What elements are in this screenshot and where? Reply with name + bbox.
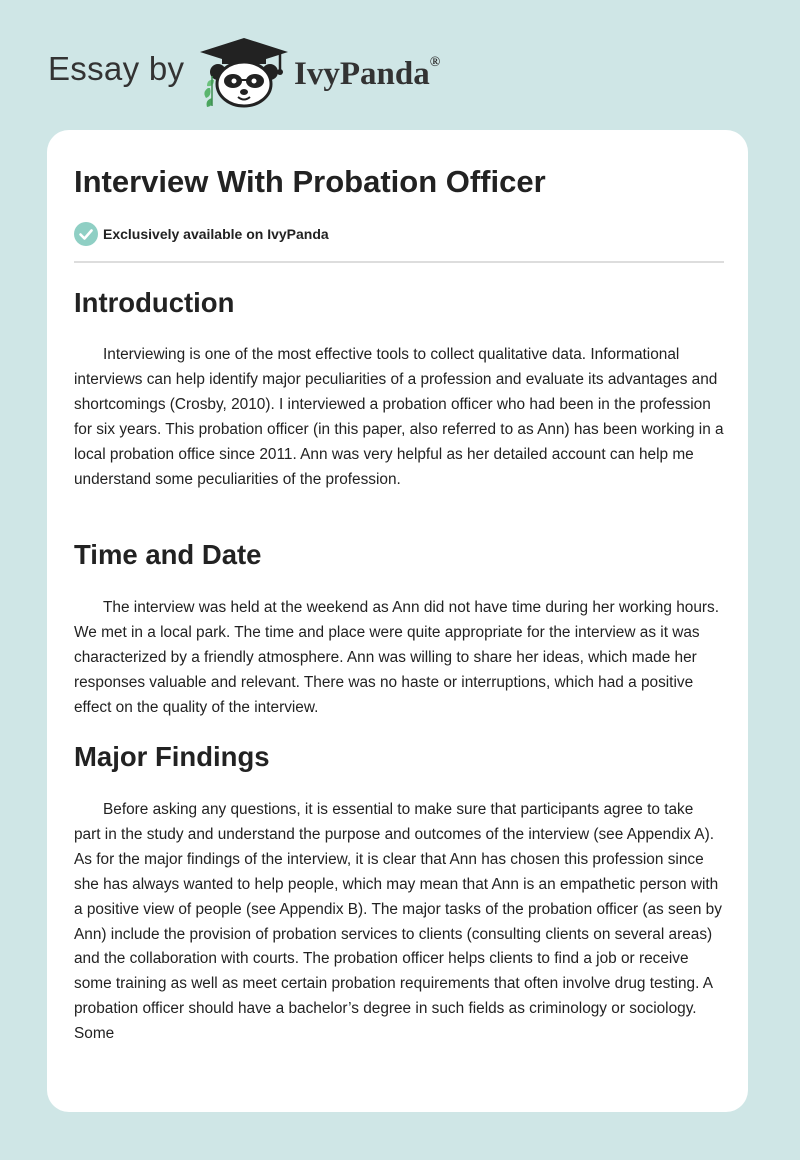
brand-logo-text[interactable]: [294, 56, 440, 93]
section-paragraph-major-findings: Before asking any questions, it is essential to make sure that participants agree to take part in the study and understand the purpose and outcomes of the interview (see Appendix A). As for the major findings of the interview, it is clear that Ann has chosen this profession since she has always wanted to help people, which may mean that Ann is an empathetic person with a positive view of people (see Appendix B). The major tasks of the probation officer (as seen by Ann) include the provision of probation services to clients (consulting clients on several areas) and the collaboration with courts. The probation officer helps clients to find a job or receive some training as well as meet certain probation requirements that often involve drug testing. A probation officer should have a bachelor’s degree in such fields as criminology or sociology. Some: [74, 801, 722, 1043]
site-header: [0, 0, 800, 130]
panda-graduate-icon[interactable]: [200, 36, 292, 113]
check-circle-icon: [74, 222, 98, 246]
section-heading-time-and-date: Time and Date: [74, 539, 262, 570]
brand-name: IvyPanda: [294, 56, 430, 92]
section-paragraph-introduction: Interviewing is one of the most effective tools to collect qualitative data. Informational interviews can help identify major peculiarities of a profession and evaluate its advantages and shortcomings (Crosby, 2010). I interviewed a probation officer who had been in the profession for six years. This probation officer (in this paper, also referred to as Ann) has been working in a local probation office since 2011. Ann was very helpful as her detailed account can help me understand some peculiarities of the profession.: [74, 346, 724, 488]
section-heading-introduction: Introduction: [74, 287, 235, 318]
section-heading-major-findings: Major Findings: [74, 741, 270, 772]
section-paragraph-time-and-date: The interview was held at the weekend as Ann did not have time during her working hours. We met in a local park. The time and place were quite appropriate for the interview as it was characterized by a friendly atmosphere. Ann was willing to share her ideas, which made her responses valuable and relevant. There was no haste or interruptions, which had a positive effect on the quality of the interview.: [74, 599, 719, 716]
page-title: Interview With Probation Officer: [74, 164, 546, 199]
exclusive-badge: [74, 221, 329, 247]
badge-label: Exclusively available on IvyPanda: [103, 226, 329, 242]
essay-by-label: Essay by: [48, 50, 185, 87]
title-divider: [74, 261, 724, 263]
registered-mark: ®: [429, 55, 441, 70]
essay-card: [47, 130, 748, 1112]
